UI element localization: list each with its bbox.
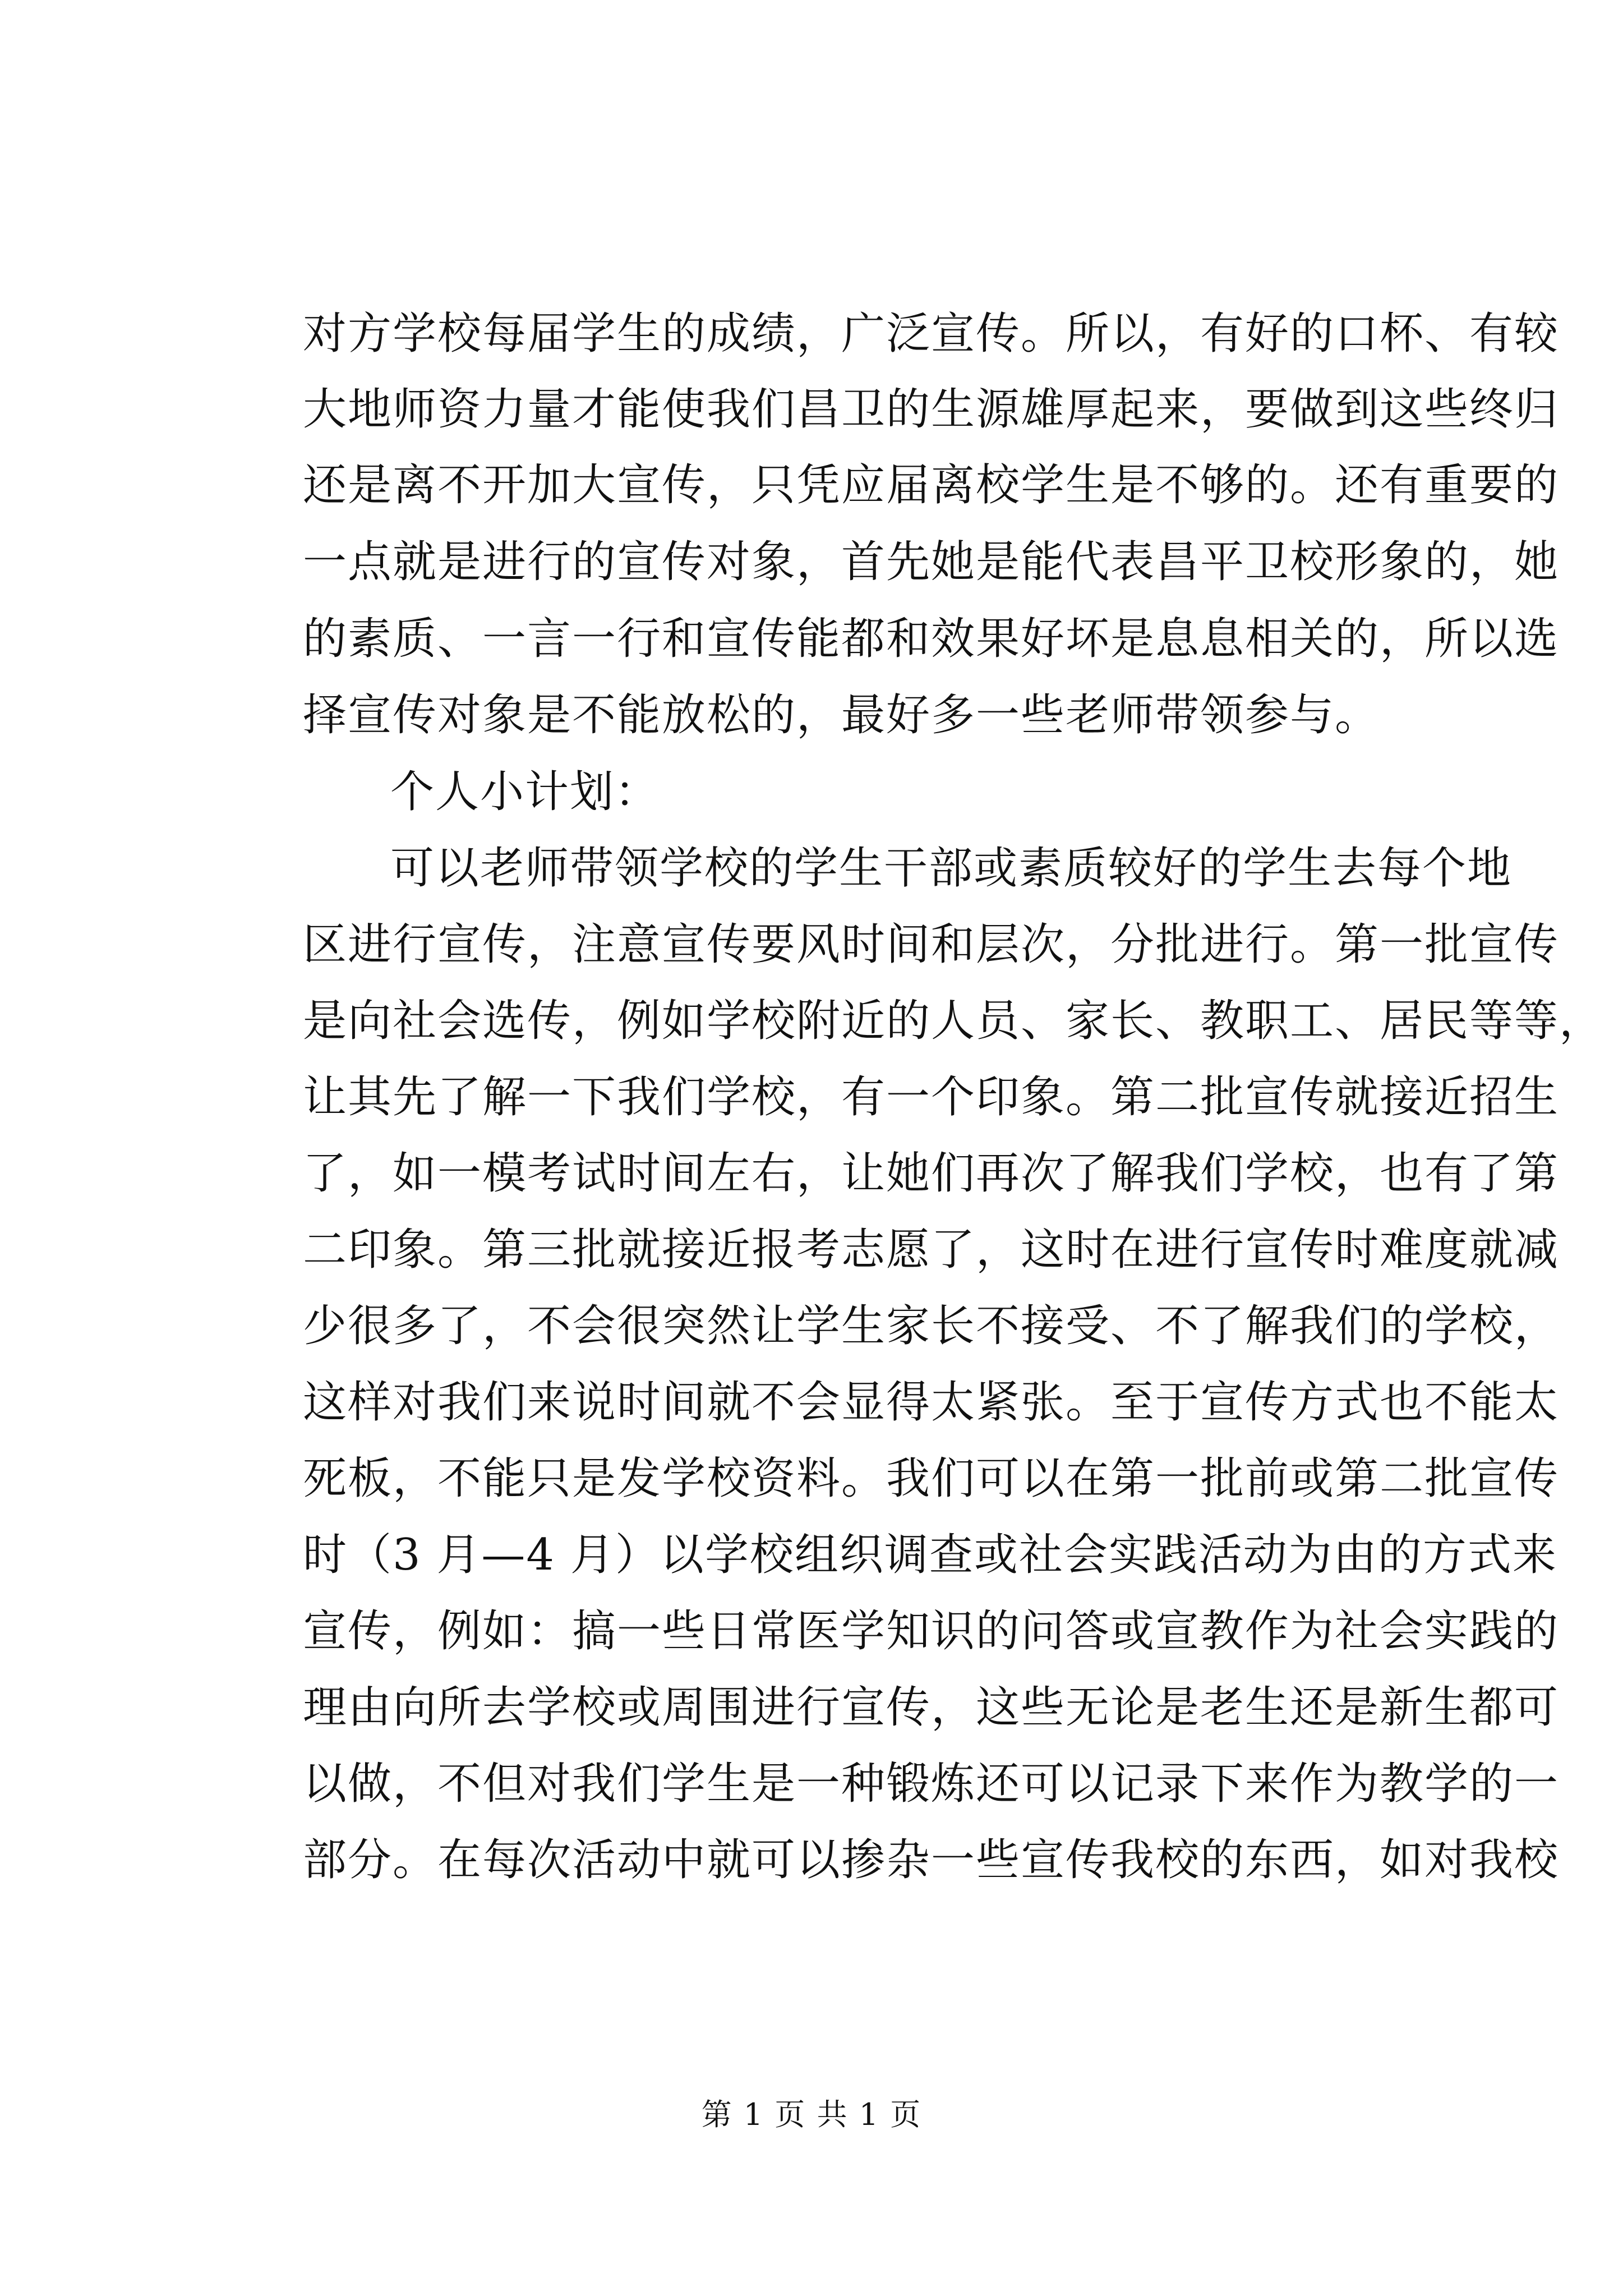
text-line: 理由向所去学校或周围进行宣传，这些无论是老生还是新生都可 — [303, 1682, 1560, 1733]
text-line: 区进行宣传，注意宣传要风时间和层次，分批进行。第一批宣传 — [303, 919, 1560, 970]
text-line: 部分。在每次活动中就可以掺杂一些宣传我校的东西，如对我校 — [303, 1835, 1560, 1885]
text-line: 了，如一模考试时间左右，让她们再次了解我们学校，也有了第 — [303, 1148, 1560, 1199]
text-line: 时（3 月—4 月）以学校组织调查或社会实践活动为由的方式来 — [303, 1530, 1557, 1580]
text-line: 大地师资力量才能使我们昌卫的生源雄厚起来，要做到这些终归 — [303, 384, 1560, 435]
text-line: 死板，不能只是发学校资料。我们可以在第一批前或第二批宣传 — [303, 1453, 1560, 1504]
text-line: 一点就是进行的宣传对象，首先她是能代表昌平卫校形象的，她 — [303, 537, 1560, 587]
text-line: 二印象。第三批就接近报考志愿了，这时在进行宣传时难度就减 — [303, 1225, 1560, 1275]
text-line: 是向社会选传，例如学校附近的人员、家长、教职工、居民等等， — [303, 996, 1604, 1046]
text-line: 对方学校每届学生的成绩，广泛宣传。所以，有好的口杯、有较 — [303, 309, 1560, 359]
page-footer: 第 1 页 共 1 页 — [701, 2097, 922, 2132]
text-line: 少很多了，不会很突然让学生家长不接受、不了解我们的学校， — [303, 1301, 1560, 1351]
text-line: 让其先了解一下我们学校，有一个印象。第二批宣传就接近招生 — [303, 1072, 1560, 1122]
section-heading: 个人小计划： — [390, 767, 660, 817]
text-line: 宣传，例如：搞一些日常医学知识的问答或宣教作为社会实践的 — [303, 1606, 1560, 1657]
text-line: 可以老师带领学校的学生干部或素质较好的学生去每个地 — [390, 843, 1513, 894]
text-line: 择宣传对象是不能放松的，最好多一些老师带领参与。 — [303, 690, 1380, 740]
text-line: 以做，不但对我们学生是一种锻炼还可以记录下来作为教学的一 — [303, 1759, 1560, 1809]
text-line: 还是离不开加大宣传，只凭应届离校学生是不够的。还有重要的 — [303, 460, 1560, 510]
text-line: 的素质、一言一行和宣传能都和效果好坏是息息相关的，所以选 — [303, 614, 1560, 664]
text-line: 这样对我们来说时间就不会显得太紧张。至于宣传方式也不能太 — [303, 1377, 1560, 1428]
